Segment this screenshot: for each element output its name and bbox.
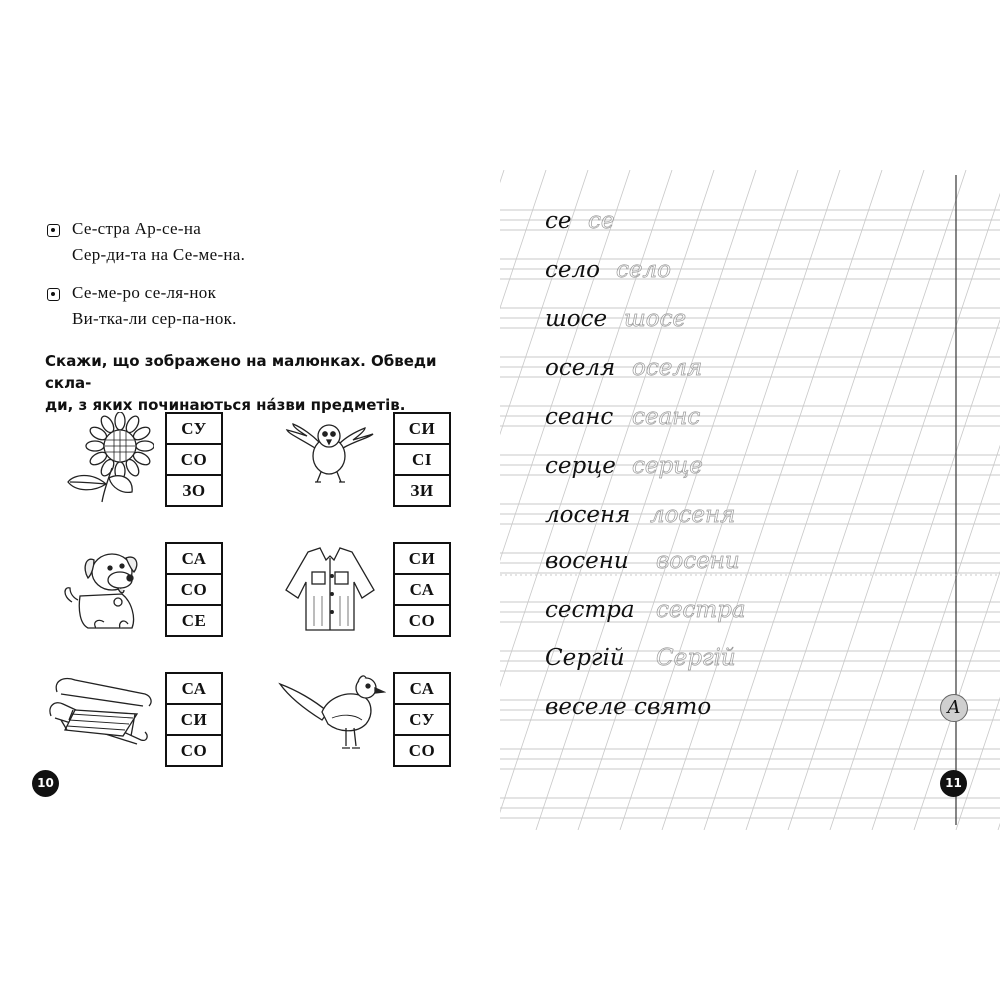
syllable-option[interactable]: ЗИ — [410, 481, 434, 500]
task-instruction — [45, 350, 465, 416]
letter-badge: А — [940, 694, 968, 722]
syllable-column-dog — [165, 542, 223, 637]
syllable-option[interactable]: СО — [408, 611, 436, 630]
copy-word: оселя — [545, 355, 616, 381]
trace-word: серце — [632, 453, 703, 479]
task-line-1: Скажи, що зображено на малюнках. Обведи скла- — [45, 352, 437, 392]
task-line-2: ди, з яких починаються на́зви предметів. — [45, 396, 406, 414]
copy-word: сестра — [545, 597, 635, 623]
syllable-option[interactable]: СІ — [395, 445, 449, 476]
syllable-option[interactable]: СИ — [395, 544, 449, 575]
syllable-option[interactable]: СА — [395, 575, 449, 606]
syllable-column-sled — [165, 672, 223, 767]
syllable-option[interactable]: СЕ — [181, 611, 207, 630]
bird-icon — [285, 418, 375, 488]
rhyme-2-line-1: Се-ме-ро се-ля-нок — [72, 283, 217, 302]
syllable-column-sunflower — [165, 412, 223, 507]
copy-word: лосеня — [545, 502, 631, 528]
syllable-option[interactable]: СА — [167, 544, 221, 575]
copy-phrase: веселе свято — [545, 694, 712, 720]
trace-word: восени — [656, 548, 740, 574]
syllable-option[interactable]: СУ — [167, 414, 221, 445]
copy-word: серце — [545, 453, 616, 479]
trace-word: се — [588, 208, 615, 234]
copy-word: село — [545, 257, 600, 283]
dog-icon — [62, 546, 144, 632]
trace-word: оселя — [632, 355, 703, 381]
syllable-option[interactable]: СА — [167, 674, 221, 705]
syllable-option[interactable]: СИ — [167, 705, 221, 736]
syllable-column-bird — [393, 412, 451, 507]
trace-word: Сергій — [656, 645, 736, 671]
syllable-option[interactable]: СО — [408, 741, 436, 760]
rhyme-1-line-1: Се-стра Ар-се-на — [72, 219, 202, 238]
copy-word: се — [545, 208, 572, 234]
page-number-left: 10 — [32, 770, 59, 797]
trace-word: сестра — [656, 597, 746, 623]
trace-word: лосеня — [650, 502, 736, 528]
syllable-column-magpie — [393, 672, 451, 767]
copy-word: шосе — [545, 306, 608, 332]
bullet-icon — [47, 288, 60, 301]
syllable-option[interactable]: СУ — [395, 705, 449, 736]
rhyme-1-line-2: Сер-ди-та на Се-ме-на. — [72, 245, 246, 264]
copy-word: Сергій — [545, 645, 625, 671]
syllable-option[interactable]: ЗО — [182, 481, 206, 500]
trace-word: шосе — [624, 306, 687, 332]
copy-word: восени — [545, 548, 629, 574]
sled-icon — [45, 670, 155, 750]
magpie-icon — [276, 672, 386, 754]
page-number-right: 11 — [940, 770, 967, 797]
syllable-option[interactable]: СО — [180, 741, 208, 760]
syllable-option[interactable]: СО — [167, 445, 221, 476]
syllable-option[interactable]: СИ — [395, 414, 449, 445]
syllable-option[interactable]: СА — [395, 674, 449, 705]
bullet-icon — [47, 224, 60, 237]
shirt-icon — [278, 546, 382, 632]
trace-word: сеанс — [632, 404, 701, 430]
copy-word: сеанс — [545, 404, 614, 430]
syllable-column-shirt — [393, 542, 451, 637]
sunflower-icon — [62, 412, 154, 504]
syllable-option[interactable]: СО — [167, 575, 221, 606]
rhyme-2-line-2: Ви-тка-ли сер-па-нок. — [72, 309, 237, 328]
trace-word: село — [616, 257, 671, 283]
